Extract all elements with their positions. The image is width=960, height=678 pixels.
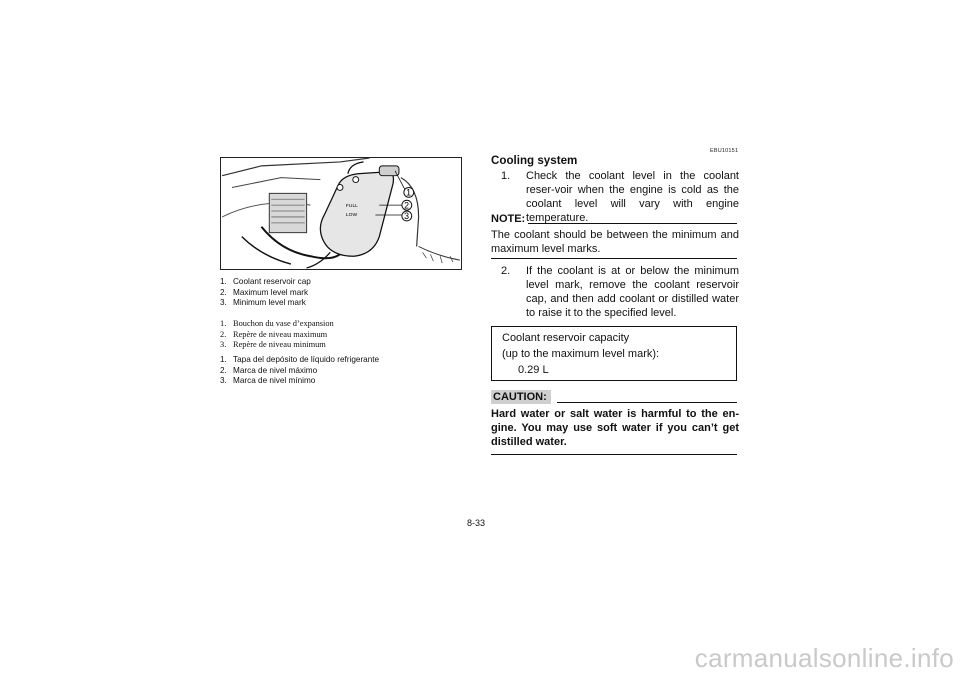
- caution-header: [491, 390, 737, 404]
- capacity-value: 0.29 L: [518, 364, 549, 376]
- caption-item: 2. Maximum level mark: [220, 287, 309, 297]
- note-label: NOTE:: [491, 213, 526, 225]
- caption-item: 1. Bouchon du vase d’expansion: [220, 319, 334, 328]
- caption-item: 2. Repère de niveau maximum: [220, 329, 328, 339]
- coolant-reservoir-figure: [220, 157, 462, 270]
- caution-rule: [557, 402, 737, 403]
- caption-item: 3. Marca de nivel mínimo: [220, 376, 316, 386]
- caption-list-spanish: [220, 355, 379, 387]
- callout-3: 3: [404, 211, 410, 222]
- caption-item: 3. Repère de niveau minimum: [220, 340, 326, 350]
- step-number: 2.: [501, 265, 511, 277]
- callout-1: 1: [406, 187, 412, 198]
- caution-end-rule: [491, 454, 737, 455]
- note-rule: [528, 223, 737, 224]
- step-text: Check the coolant level in the coolant reser-voir when the engine is cold as the coolant level will vary with engine temperature.: [526, 170, 739, 224]
- page-number: 8-33: [467, 518, 486, 528]
- caption-item: 2. Marca de nivel máximo: [220, 365, 318, 375]
- note-end-rule: [491, 258, 737, 259]
- caption-list-english: [220, 277, 311, 309]
- step-number: 1.: [501, 170, 511, 182]
- caption-list-french: [220, 319, 334, 351]
- capacity-label: Coolant reservoir capacity: [502, 332, 630, 344]
- caption-item: 1. Tapa del depósito de líquido refrigerante: [220, 355, 380, 364]
- section-title: Cooling system: [491, 154, 578, 167]
- watermark: carmanualsonline.info: [694, 643, 954, 673]
- caption-item: 3. Minimum level mark: [220, 298, 306, 308]
- caption-item: 1. Coolant reservoir cap: [220, 277, 311, 286]
- note-text: The coolant should be between the minimum and maximum level marks.: [491, 229, 739, 255]
- callout-2: 2: [404, 200, 410, 211]
- step-2: [491, 264, 739, 320]
- document-code: EBU10151: [710, 148, 739, 154]
- full-mark-label: FULL: [345, 204, 358, 210]
- step-text: If the coolant is at or below the minimum level mark, remove the coolant reservoir cap, and then add coolant or distilled water to raise it to the specified level.: [526, 265, 739, 319]
- capacity-qualifier: (up to the maximum level mark):: [502, 348, 660, 360]
- caution-label: CAUTION:: [491, 390, 551, 404]
- caution-text: Hard water or salt water is harmful to the en-gine. You may use soft water if you can’t get distilled water.: [491, 408, 739, 448]
- note-header: [491, 213, 737, 226]
- capacity-spec-box: [491, 326, 737, 381]
- low-mark-label: LOW: [345, 212, 358, 218]
- coolant-reservoir-illustration: [221, 158, 461, 269]
